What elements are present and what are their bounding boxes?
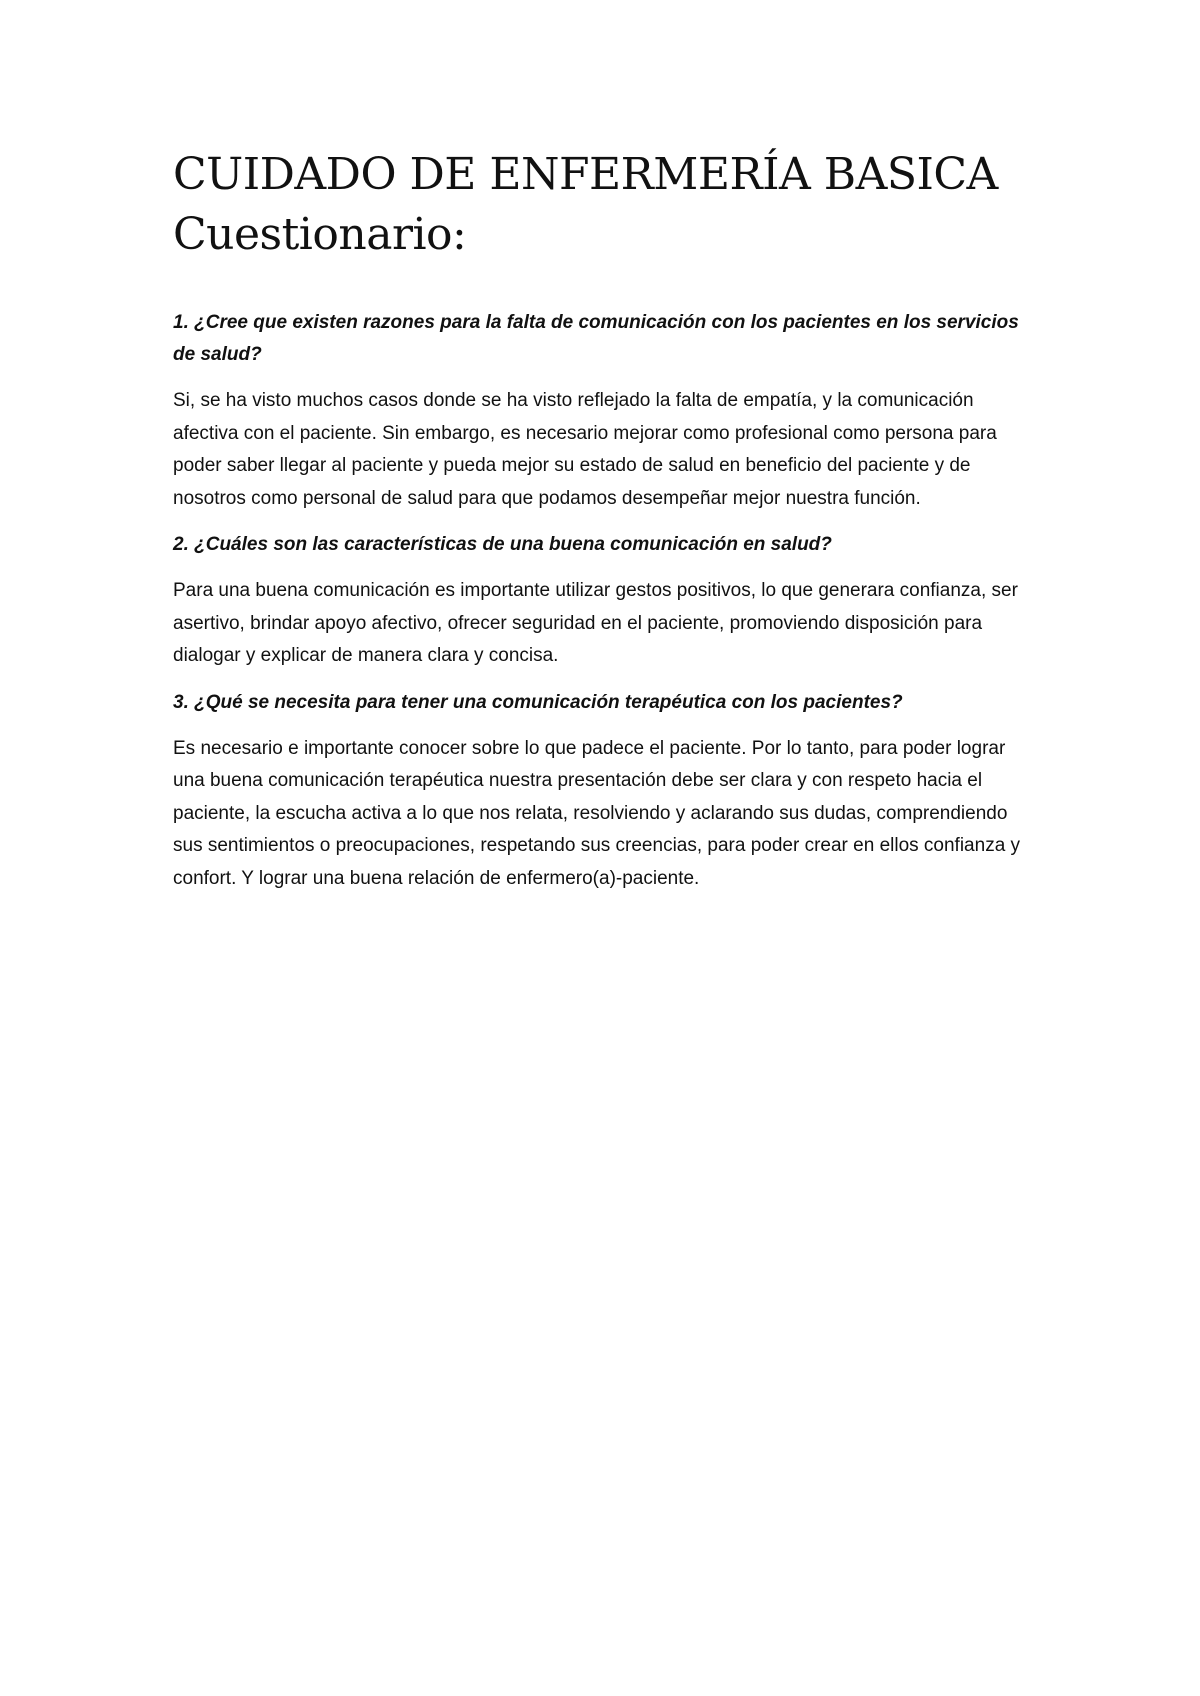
question-1: 1. ¿Cree que existen razones para la falta de comunicación con los pacientes en los servicios de salud? [173, 312, 1019, 365]
title-line-1: CUIDADO DE ENFERMERÍA BASICA [173, 149, 998, 200]
answer-1: Si, se ha visto muchos casos donde se ha visto reflejado la falta de empatía, y la comunicación afectiva con el paciente. Sin embargo, es necesario mejorar como profesional como persona para poder saber llegar al paciente y pueda mejor su estado de salud en beneficio del paciente y de nosotros como personal de salud para que podamos desempeñar mejor nuestra función. [173, 390, 997, 509]
document-content [173, 145, 1033, 909]
question-2: 2. ¿Cuáles son las características de una buena comunicación en salud? [173, 534, 832, 555]
document-title [173, 145, 1033, 265]
answer-3: Es necesario e importante conocer sobre lo que padece el paciente. Por lo tanto, para poder lograr una buena comunicación terapéutica nuestra presentación debe ser clara y con respeto hacia el paciente, la escucha activa a lo que nos relata, resolviendo y aclarando sus dudas, comprendiendo sus sentimientos o preocupaciones, respetando sus creencias, para poder crear en ellos confianza y confort. Y lograr una buena relación de enfermero(a)-paciente. [173, 737, 1021, 889]
answer-2: Para una buena comunicación es importante utilizar gestos positivos, lo que generara confianza, ser asertivo, brindar apoyo afectivo, ofrecer seguridad en el paciente, promoviendo disposición para dialogar y explicar de manera clara y concisa. [173, 580, 1018, 666]
question-3: 3. ¿Qué se necesita para tener una comunicación terapéutica con los pacientes? [173, 691, 903, 713]
questionnaire [173, 307, 1033, 895]
title-line-2: Cuestionario: [173, 209, 467, 260]
